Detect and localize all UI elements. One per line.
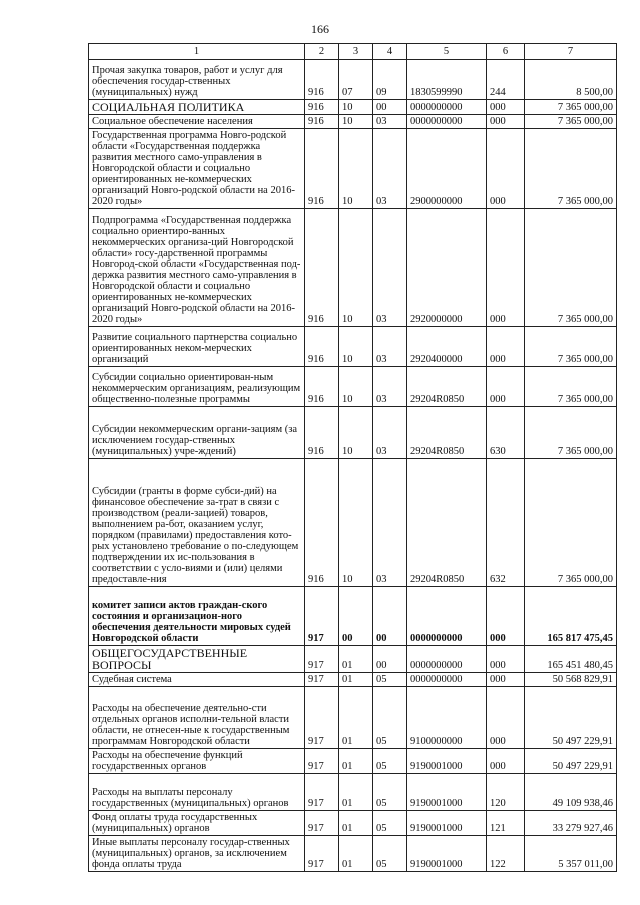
row-admin-code-cell: 917 <box>305 774 339 811</box>
row-amount-cell: 50 568 829,91 <box>525 673 617 687</box>
budget-table <box>88 43 617 872</box>
table-row <box>89 115 617 129</box>
row-expense-type-cell: 121 <box>487 811 525 836</box>
row-expense-type-cell: 000 <box>487 749 525 774</box>
header-cell: 3 <box>339 44 373 60</box>
table-row <box>89 749 617 774</box>
row-expense-type-cell: 000 <box>487 327 525 367</box>
row-section-cell: 01 <box>339 687 373 749</box>
row-name-cell: комитет записи актов граждан-ского состояния и организацион-ного обеспечения деятельности мировых судей Новгородской области <box>89 587 305 646</box>
row-amount-cell: 165 451 480,45 <box>525 646 617 673</box>
row-admin-code-cell: 917 <box>305 836 339 872</box>
row-section-cell: 10 <box>339 209 373 327</box>
row-subsection-cell: 03 <box>373 367 407 407</box>
table-row <box>89 836 617 872</box>
row-amount-cell: 33 279 927,46 <box>525 811 617 836</box>
row-name-cell: Социальное обеспечение населения <box>89 115 305 129</box>
row-target-code-cell: 9100000000 <box>407 687 487 749</box>
row-admin-code-cell: 917 <box>305 811 339 836</box>
table-row <box>89 459 617 587</box>
row-amount-cell: 5 357 011,00 <box>525 836 617 872</box>
row-subsection-cell: 03 <box>373 327 407 367</box>
row-name-cell: Государственная программа Новго-родской области «Государственная поддержка развития местного само-управления в Новгородской области и социально ориентированных не-коммерческих организаций Новго-родской области на 2016-2020 годы» <box>89 129 305 209</box>
page-number: 166 <box>311 22 329 36</box>
table-row <box>89 327 617 367</box>
table-row <box>89 100 617 115</box>
row-name-cell: Субсидии социально ориентирован-ным некоммерческим организациям, реализующим общественно-полезные программы <box>89 367 305 407</box>
row-target-code-cell: 0000000000 <box>407 673 487 687</box>
row-section-cell: 10 <box>339 129 373 209</box>
row-name-cell: Иные выплаты персоналу государ-ственных (муниципальных) органов, за исключением фонда оплаты труда <box>89 836 305 872</box>
row-section-cell: 01 <box>339 836 373 872</box>
row-amount-cell: 8 500,00 <box>525 60 617 100</box>
row-expense-type-cell: 000 <box>487 587 525 646</box>
row-subsection-cell: 05 <box>373 687 407 749</box>
row-target-code-cell: 9190001000 <box>407 774 487 811</box>
row-section-cell: 10 <box>339 100 373 115</box>
row-section-cell: 01 <box>339 811 373 836</box>
row-name-cell: Расходы на выплаты персоналу государственных (муниципальных) органов <box>89 774 305 811</box>
row-target-code-cell: 29204R0850 <box>407 407 487 459</box>
row-admin-code-cell: 916 <box>305 115 339 129</box>
row-target-code-cell: 9190001000 <box>407 836 487 872</box>
table-row <box>89 811 617 836</box>
row-name-cell: Подпрограмма «Государственная поддержка социально ориентиро-ванных некоммерческих организа-ций Новгородской области» госу-дарственной программы Новгород-ской области «Государственная под-держка развития местного само-управления в Новгородской области и социально ориентированных не-коммерческих организаций Новго-родской области на 2016-2020 годы» <box>89 209 305 327</box>
row-subsection-cell: 00 <box>373 587 407 646</box>
row-amount-cell: 49 109 938,46 <box>525 774 617 811</box>
row-amount-cell: 50 497 229,91 <box>525 749 617 774</box>
table-row <box>89 407 617 459</box>
row-expense-type-cell: 000 <box>487 129 525 209</box>
row-expense-type-cell: 120 <box>487 774 525 811</box>
table-row <box>89 774 617 811</box>
row-expense-type-cell: 000 <box>487 646 525 673</box>
row-subsection-cell: 05 <box>373 836 407 872</box>
table-row <box>89 646 617 673</box>
row-section-cell: 10 <box>339 459 373 587</box>
row-target-code-cell: 0000000000 <box>407 646 487 673</box>
row-target-code-cell: 0000000000 <box>407 100 487 115</box>
row-subsection-cell: 03 <box>373 129 407 209</box>
row-admin-code-cell: 916 <box>305 407 339 459</box>
row-section-cell: 10 <box>339 407 373 459</box>
row-expense-type-cell: 000 <box>487 687 525 749</box>
row-amount-cell: 7 365 000,00 <box>525 367 617 407</box>
row-expense-type-cell: 000 <box>487 209 525 327</box>
row-amount-cell: 7 365 000,00 <box>525 327 617 367</box>
row-admin-code-cell: 917 <box>305 587 339 646</box>
row-subsection-cell: 05 <box>373 774 407 811</box>
row-amount-cell: 7 365 000,00 <box>525 209 617 327</box>
row-target-code-cell: 9190001000 <box>407 749 487 774</box>
row-subsection-cell: 05 <box>373 749 407 774</box>
row-target-code-cell: 2900000000 <box>407 129 487 209</box>
header-row <box>89 44 617 60</box>
row-section-cell: 10 <box>339 367 373 407</box>
row-section-cell: 00 <box>339 587 373 646</box>
row-admin-code-cell: 917 <box>305 646 339 673</box>
row-admin-code-cell: 916 <box>305 209 339 327</box>
table-row <box>89 60 617 100</box>
row-amount-cell: 7 365 000,00 <box>525 459 617 587</box>
row-subsection-cell: 05 <box>373 811 407 836</box>
row-admin-code-cell: 917 <box>305 749 339 774</box>
row-expense-type-cell: 630 <box>487 407 525 459</box>
row-amount-cell: 7 365 000,00 <box>525 407 617 459</box>
row-section-cell: 10 <box>339 327 373 367</box>
row-name-cell: ОБЩЕГОСУДАРСТВЕННЫЕ ВОПРОСЫ <box>89 646 305 673</box>
row-target-code-cell: 1830599990 <box>407 60 487 100</box>
row-subsection-cell: 00 <box>373 646 407 673</box>
row-admin-code-cell: 917 <box>305 687 339 749</box>
row-section-cell: 10 <box>339 115 373 129</box>
table-row <box>89 367 617 407</box>
header-cell: 1 <box>89 44 305 60</box>
row-section-cell: 01 <box>339 774 373 811</box>
row-admin-code-cell: 916 <box>305 459 339 587</box>
row-name-cell: Прочая закупка товаров, работ и услуг для обеспечения государ-ственных (муниципальных) нужд <box>89 60 305 100</box>
row-subsection-cell: 00 <box>373 100 407 115</box>
row-expense-type-cell: 244 <box>487 60 525 100</box>
row-amount-cell: 50 497 229,91 <box>525 687 617 749</box>
row-admin-code-cell: 916 <box>305 367 339 407</box>
table-row <box>89 673 617 687</box>
row-name-cell: Развитие социального партнерства социально ориентированных неком-мерческих организаций <box>89 327 305 367</box>
table-row <box>89 209 617 327</box>
row-admin-code-cell: 916 <box>305 129 339 209</box>
row-amount-cell: 7 365 000,00 <box>525 129 617 209</box>
row-subsection-cell: 03 <box>373 459 407 587</box>
row-amount-cell: 7 365 000,00 <box>525 115 617 129</box>
row-subsection-cell: 03 <box>373 209 407 327</box>
header-cell: 7 <box>525 44 617 60</box>
table-row <box>89 129 617 209</box>
row-expense-type-cell: 632 <box>487 459 525 587</box>
row-subsection-cell: 03 <box>373 115 407 129</box>
row-subsection-cell: 09 <box>373 60 407 100</box>
row-amount-cell: 7 365 000,00 <box>525 100 617 115</box>
row-name-cell: Фонд оплаты труда государственных (муниципальных) органов <box>89 811 305 836</box>
row-name-cell: Судебная система <box>89 673 305 687</box>
header-cell: 4 <box>373 44 407 60</box>
row-admin-code-cell: 916 <box>305 327 339 367</box>
header-cell: 2 <box>305 44 339 60</box>
row-section-cell: 01 <box>339 749 373 774</box>
row-section-cell: 07 <box>339 60 373 100</box>
row-expense-type-cell: 000 <box>487 673 525 687</box>
row-name-cell: Субсидии (гранты в форме субси-дий) на финансовое обеспечение за-трат в связи с производством (реали-зацией) товаров, выполнением ра-бот, оказанием услуг, порядком (правилами) предоставления кото-рых установлено требование о по-следующем подтверждении их ис-пользования в соответствии с усло-виями и (или) целями предоставле-ния <box>89 459 305 587</box>
row-expense-type-cell: 000 <box>487 367 525 407</box>
row-target-code-cell: 0000000000 <box>407 115 487 129</box>
row-target-code-cell: 29204R0850 <box>407 367 487 407</box>
row-admin-code-cell: 917 <box>305 673 339 687</box>
row-target-code-cell: 2920000000 <box>407 209 487 327</box>
row-admin-code-cell: 916 <box>305 60 339 100</box>
row-section-cell: 01 <box>339 646 373 673</box>
row-target-code-cell: 29204R0850 <box>407 459 487 587</box>
row-target-code-cell: 0000000000 <box>407 587 487 646</box>
header-cell: 5 <box>407 44 487 60</box>
table-row <box>89 687 617 749</box>
header-cell: 6 <box>487 44 525 60</box>
row-name-cell: Расходы на обеспечение деятельно-сти отдельных органов исполни-тельной власти области, не отнесен-ные к государственным программам Новгородской области <box>89 687 305 749</box>
row-subsection-cell: 05 <box>373 673 407 687</box>
row-target-code-cell: 9190001000 <box>407 811 487 836</box>
row-name-cell: Субсидии некоммерческим органи-зациям (за исключением государ-ственных (муниципальных) учре-ждений) <box>89 407 305 459</box>
row-expense-type-cell: 000 <box>487 115 525 129</box>
row-amount-cell: 165 817 475,45 <box>525 587 617 646</box>
row-subsection-cell: 03 <box>373 407 407 459</box>
row-target-code-cell: 2920400000 <box>407 327 487 367</box>
row-expense-type-cell: 122 <box>487 836 525 872</box>
row-section-cell: 01 <box>339 673 373 687</box>
row-name-cell: Расходы на обеспечение функций государственных органов <box>89 749 305 774</box>
row-admin-code-cell: 916 <box>305 100 339 115</box>
row-name-cell: СОЦИАЛЬНАЯ ПОЛИТИКА <box>89 100 305 115</box>
row-expense-type-cell: 000 <box>487 100 525 115</box>
table-row <box>89 587 617 646</box>
